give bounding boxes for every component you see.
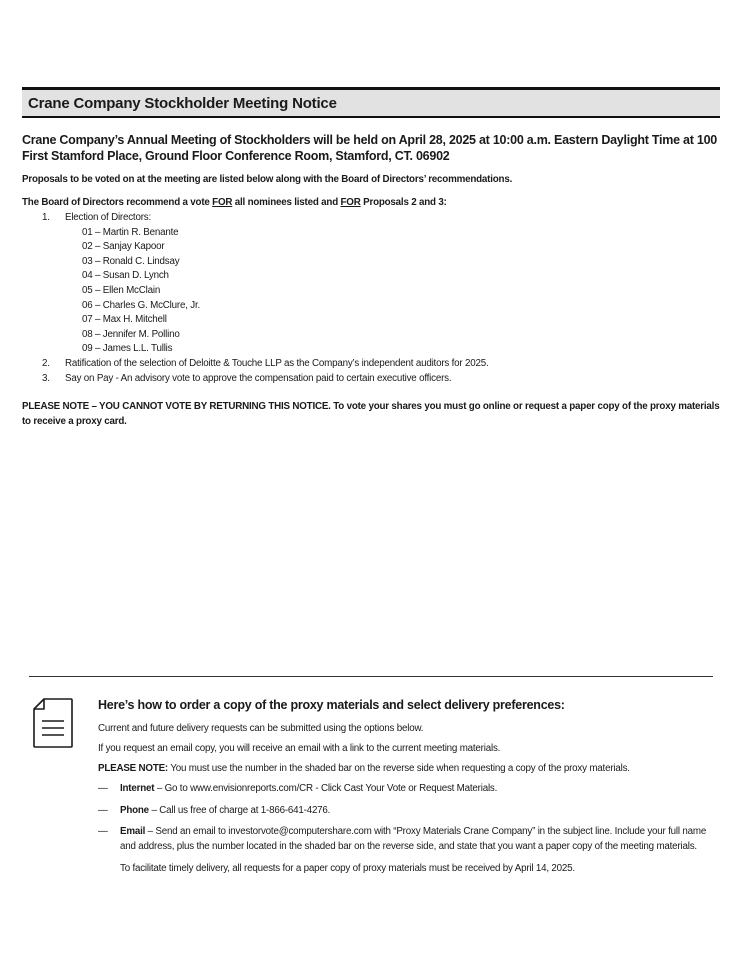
- proposal-number: 3.: [42, 372, 50, 384]
- proposals-intro: Proposals to be voted on at the meeting are listed below along with the Board of Directors’ recommendations.: [22, 174, 513, 185]
- nominee: 01 – Martin R. Benante: [82, 226, 179, 238]
- proposal-list: [22, 211, 727, 386]
- board-text-1: The Board of Directors recommend a vote: [22, 197, 213, 208]
- order-heading: Here’s how to order a copy of the proxy materials and select delivery preferences:: [98, 698, 565, 712]
- proposal-item: [22, 211, 727, 226]
- proposal-text: Ratification of the selection of Deloitte & Touche LLP as the Company’s independent auditors for 2025.: [65, 357, 489, 369]
- proposal-text: Say on Pay - An advisory vote to approve the compensation paid to certain executive officers.: [65, 372, 452, 384]
- please-note-text: You must use the number in the shaded bar on the reverse side when requesting a copy of the proxy materials.: [168, 763, 630, 774]
- internet-text[interactable]: – Go to www.envisionreports.com/CR - Click Cast Your Vote or Request Materials.: [154, 783, 498, 794]
- nominee: 06 – Charles G. McClure, Jr.: [82, 299, 200, 311]
- option-phone: [98, 804, 723, 819]
- phone-label: Phone: [120, 804, 149, 816]
- nominee: 05 – Ellen McClain: [82, 284, 161, 296]
- nominee: 08 – Jennifer M. Pollino: [82, 328, 180, 340]
- board-text-3: Proposals 2 and 3:: [360, 197, 447, 208]
- option-email: [98, 825, 723, 854]
- proposal-text: Election of Directors:: [65, 212, 151, 223]
- dash-bullet: —: [98, 826, 108, 837]
- board-for-2: FOR: [340, 197, 361, 208]
- notice-title-bar: [22, 87, 720, 118]
- order-please-note: [98, 762, 723, 775]
- board-text-2: all nominees listed and: [232, 197, 341, 208]
- nominee: 07 – Max H. Mitchell: [82, 314, 167, 326]
- proposal-item: [22, 372, 727, 387]
- nominee: 09 – James L.L. Tullis: [82, 343, 173, 355]
- meeting-announcement: Crane Company’s Annual Meeting of Stockholders will be held on April 28, 2025 at 10:00 a.m. Eastern Daylight Time at 100 First Stamford Place, Ground Floor Conference Room, Stamford, CT. 06902: [22, 133, 717, 163]
- email-text[interactable]: – Send an email to investorvote@computershare.com with “Proxy Materials Crane Company” in the subject line. Include your full name and address, plus the number located in the shaded bar on the reverse side, and state that you want a paper copy of the meeting materials.: [120, 826, 707, 852]
- internet-label: Internet: [120, 783, 155, 794]
- proposal-number: 1.: [42, 212, 50, 223]
- email-copy-info: If you request an email copy, you will receive an email with a link to the current meeting materials.: [98, 743, 501, 754]
- document-icon: [32, 697, 74, 749]
- timely-delivery-note: To facilitate timely delivery, all requests for a paper copy of proxy materials must be received by April 14, 2025.: [120, 863, 575, 874]
- board-recommendation: [22, 197, 727, 208]
- email-label: Email: [120, 826, 146, 837]
- please-note-label: PLEASE NOTE:: [98, 763, 168, 774]
- nominee: 02 – Sanjay Kapoor: [82, 241, 165, 253]
- page-title: Crane Company Stockholder Meeting Notice: [28, 95, 337, 112]
- order-materials-section: [98, 697, 723, 875]
- section-divider: [29, 676, 713, 677]
- dash-bullet: —: [98, 783, 108, 794]
- proposal-number: 2.: [42, 357, 50, 369]
- please-note-warning: PLEASE NOTE – YOU CANNOT VOTE BY RETURNING THIS NOTICE. To vote your shares you must go online or request a paper copy of the proxy materials to receive a proxy card.: [22, 401, 720, 427]
- phone-text[interactable]: – Call us free of charge at 1-866-641-4276.: [148, 804, 331, 816]
- board-for-1: FOR: [212, 197, 233, 208]
- option-internet: [98, 782, 723, 797]
- nominee: 04 – Susan D. Lynch: [82, 270, 169, 282]
- nominee-list: [22, 226, 727, 357]
- proposal-item: [22, 357, 727, 372]
- order-intro: Current and future delivery requests can be submitted using the options below.: [98, 723, 424, 734]
- dash-bullet: —: [98, 804, 108, 816]
- nominee: 03 – Ronald C. Lindsay: [82, 255, 180, 267]
